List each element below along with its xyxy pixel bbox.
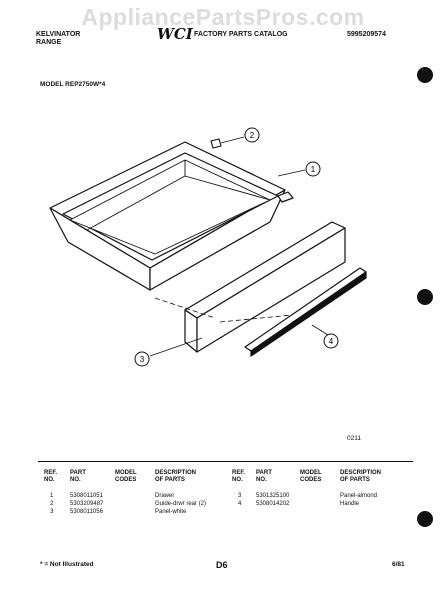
watermark: AppliancePartsPros.com (81, 4, 365, 30)
svg-text:1: 1 (310, 165, 316, 174)
svg-text:4: 4 (328, 337, 334, 346)
manufacturer-logo-icon: WCI (157, 25, 193, 43)
header-part-no: PART NO. (256, 470, 272, 483)
header-model-codes: MODEL CODES (115, 470, 137, 483)
header-part-no: PART NO. (70, 470, 86, 483)
header-description: DESCRIPTION OF PARTS (340, 470, 382, 483)
brand-line-2: RANGE (36, 39, 62, 46)
callout-3 (135, 352, 149, 366)
drawer-guide (211, 139, 221, 148)
header-ref-no: REF. NO. (44, 470, 58, 483)
callout-2 (245, 128, 259, 142)
brand-name (36, 31, 80, 47)
svg-text:2: 2 (249, 131, 255, 140)
model-number: MODEL REP2750W*4 (40, 81, 106, 88)
svg-text:3: 3 (139, 355, 145, 364)
footnote: * = Not Illustrated (40, 561, 94, 568)
catalog-number: 5995209574 (347, 31, 386, 38)
catalog-title: FACTORY PARTS CATALOG (194, 31, 288, 38)
header-model-codes: MODEL CODES (300, 470, 322, 483)
binder-hole-top (417, 67, 433, 83)
page-code: D6 (216, 560, 228, 570)
exploded-parts-diagram (30, 110, 425, 455)
callout-1 (306, 162, 320, 176)
table-top-rule (38, 461, 413, 462)
brand-line-1: KELVINATOR (36, 31, 81, 38)
revision-date: 6/81 (392, 561, 405, 568)
binder-hole-bottom (417, 511, 433, 527)
header-description: DESCRIPTION OF PARTS (155, 470, 197, 483)
figure-code: 0211 (347, 435, 361, 442)
header-ref-no: REF. NO. (232, 470, 246, 483)
callout-4 (324, 334, 338, 348)
